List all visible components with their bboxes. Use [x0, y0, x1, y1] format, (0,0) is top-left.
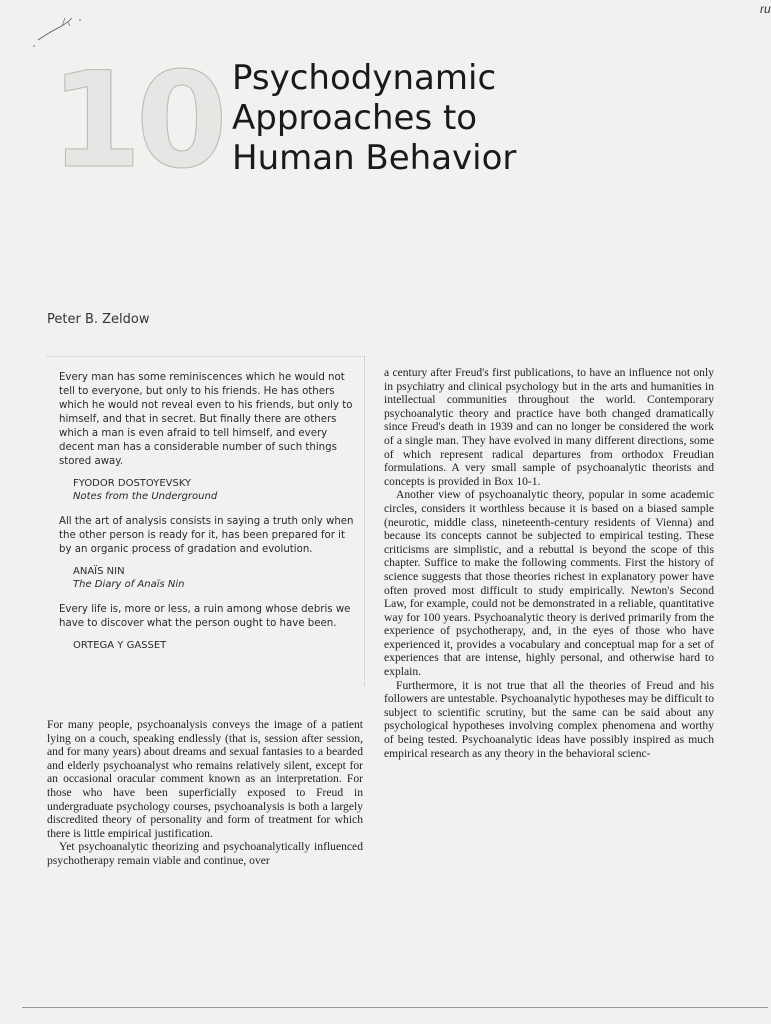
- epigraph-text: Every man has some reminiscences which he would not tell to everyone, but only to his friends. He has others which he would not reveal even to his friends, but only to himself, and that in secret. But finally there are others which a man is even afraid to tell himself, and every decent man has a considerable number of such things stored away.: [59, 372, 353, 467]
- chapter-title-line: Psychodynamic: [232, 58, 497, 98]
- author-name: Peter B. Zeldow: [47, 312, 150, 327]
- page-bottom-rule: [22, 1007, 768, 1008]
- epigraph: [59, 371, 356, 503]
- epigraph-author: ORTEGA Y GASSET: [73, 640, 167, 651]
- body-column-left: [47, 718, 363, 868]
- epigraph: [59, 515, 356, 591]
- epigraph-attribution: [73, 565, 356, 591]
- body-paragraph: a century after Freud's first publications, to have an influence not only in psychiatry and clinical psychology but in the arts and humanities in intellectual communities throughout the world. Contemporary psychoanalytic theory and practice have both changed dramatically since Freud's death in 1939 and can no longer be considered the work of a single man. They have evolved in many different directions, some of which represent radical departures from orthodox Freudian formulations. A very small sample of psychoanalytic theorists and concepts is provided in Box 10-1.: [384, 366, 714, 488]
- epigraph-author: ANAÏS NIN: [73, 566, 125, 577]
- epigraph-author: FYODOR DOSTOYEVSKY: [73, 478, 192, 489]
- epigraph-attribution: [73, 477, 356, 503]
- epigraph-source: Notes from the Underground: [73, 491, 218, 502]
- epigraph-attribution: [73, 639, 356, 652]
- chapter-title-line: Approaches to: [232, 98, 478, 138]
- epigraph-source: The Diary of Anaïs Nin: [73, 579, 185, 590]
- epigraph-box: [47, 356, 365, 686]
- body-paragraph: Another view of psychoanalytic theory, popular in some academic circles, considers it worthless because it is based on a biased sample (neurotic, middle class, nineteenth-century residents of Vienna) and because its concepts cannot be subjected to empirical testing. These criticisms are simplistic, and a rebuttal is beyond the scope of this chapter. Suffice to make the following comments. First the history of science suggests that those theories richest in explanatory power have often proved most difficult to study empirically. Newton's Second Law, for example, could not be demonstrated in a reliable, quantitative way for 100 years. Psychoanalytic theory is derived primarily from the experience of psychotherapy, and, in the eyes of those who have experienced it, provides a vocabulary and conceptual map for a set of experiences that are intense, highly personal, and otherwise hard to explain.: [384, 488, 714, 679]
- chapter-title: [232, 58, 712, 178]
- handwritten-corner-mark: ru: [760, 2, 771, 16]
- body-paragraph: For many people, psychoanalysis conveys the image of a patient lying on a couch, speaking endlessly (that is, session after session, and for many years) about dreams and sexual fantasies to a bearded and elderly psychoanalyst who remains relatively silent, except for an occasional oracular comment known as an interpretation. For those who have been superficially exposed to Freud in undergraduate psychology courses, psychoanalysis is both a largely discredited theory of personality and form of treatment for which there is little empirical justification.: [47, 718, 363, 840]
- epigraph-text: All the art of analysis consists in saying a truth only when the other person is ready for it, has been prepared for it by an organic process of gradation and evolution.: [59, 516, 354, 555]
- chapter-title-line: Human Behavior: [232, 138, 517, 178]
- body-paragraph: Furthermore, it is not true that all the theories of Freud and his followers are untestable. Psychoanalytic hypotheses may be difficult to subject to scientific scrutiny, but the same can be said about any psychological hypotheses involving complex phenomena and worthy of being tested. Psychoanalytic ideas have possibly inspired as much empirical research as any theory in the behavioral scienc-: [384, 678, 714, 760]
- chapter-number: 10: [50, 44, 222, 198]
- body-paragraph: Yet psychoanalytic theorizing and psychoanalytically influenced psychotherapy remain viable and continue, over: [47, 840, 363, 867]
- body-column-right: [384, 366, 714, 760]
- epigraph-text: Every life is, more or less, a ruin among whose debris we have to discover what the person ought to have been.: [59, 604, 351, 629]
- epigraph: [59, 603, 356, 652]
- pen-scribble-icon: [28, 8, 88, 48]
